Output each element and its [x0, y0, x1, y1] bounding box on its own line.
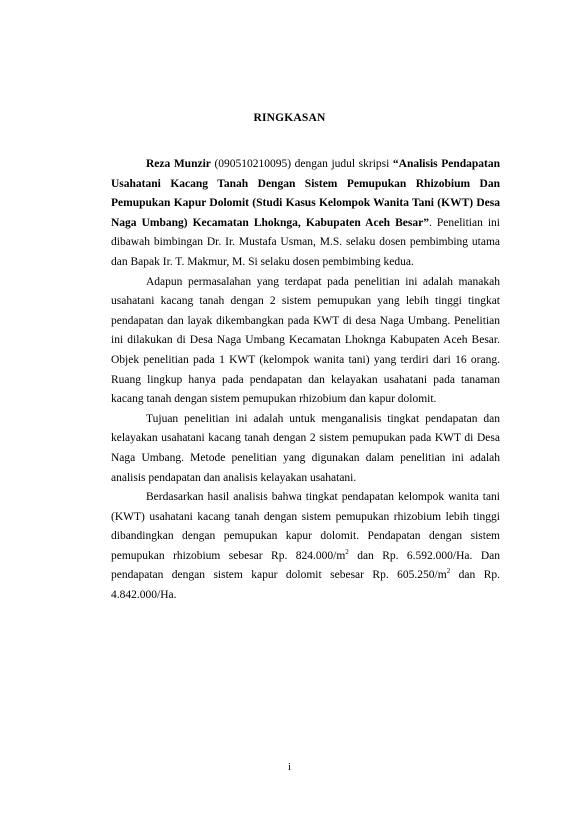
thesis-title: “Analisis Pendapatan Usahatani Kacang Tanah Dengan Sistem Pemupukan Rhizobium Dan Pemupukan Kapur Dolomit (Studi Kasus Kelompok Wanita Tani (KWT) Desa Naga Umbang) Kecamatan Lhoknga, Kabupaten Aceh Besar” [111, 158, 500, 229]
summary-body [111, 155, 500, 606]
paragraph-4-text-b: dan Rp. 6.592.000/Ha. Dan pendapatan dengan sistem kapur dolomit sebesar Rp. 605.250/m [111, 549, 500, 582]
page-number: i [288, 762, 291, 773]
paragraph-4-text-c: dan Rp. 4.842.000/Ha. [111, 569, 500, 602]
superscript-squared: 2 [446, 567, 451, 576]
paragraph-4-text-a: Berdasarkan hasil analisis bahwa tingkat pendapatan kelompok wanita tani (KWT) usahatani kacang tanah dengan sistem pemupukan rhizobium lebih tinggi dibandingkan dengan pemupukan kapur dolomit. Pendapatan dengan sistem pemupukan rhizobium sebesar Rp. 824.000/m [111, 491, 500, 562]
paragraph-3: Tujuan penelitian ini adalah untuk menganalisis tingkat pendapatan dan kelayakan usahatani kacang tanah dengan 2 sistem pemupukan pada KWT di Desa Naga Umbang. Metode penelitian yang digunakan dalam penelitian ini adalah analisis pendapatan dan analisis kelayakan usahatani. [111, 412, 500, 484]
paragraph-1-text-b: . Penelitian ini dibawah bimbingan Dr. Ir. Mustafa Usman, M.S. selaku dosen pembimbing utama dan Bapak Ir. T. Makmur, M. Si selaku dosen pembimbing kedua. [111, 216, 500, 268]
paragraph-4 [111, 488, 500, 606]
paragraph-1-text-a: (090510210095) dengan judul skripsi [210, 158, 393, 170]
paragraph-1 [111, 155, 500, 273]
superscript-squared: 2 [345, 547, 349, 556]
author-name: Reza Munzir [146, 158, 211, 170]
paragraph-2: Adapun permasalahan yang terdapat pada penelitian ini adalah manakah usahatani kacang tanah dengan 2 sistem pemupukan yang lebih tinggi tingkat pendapatan dan layak dikembangkan pada KWT di desa Naga Umbang. Penelitian ini dilakukan di Desa Naga Umbang Kecamatan Lhoknga Kabupaten Aceh Besar. Objek penelitian pada 1 KWT (kelompok wanita tani) yang terdiri dari 16 orang. Ruang lingkup hanya pada pendapatan dan kelayakan usahatani pada tanaman kacang tanah dengan sistem pemupukan rhizobium dan kapur dolomit. [111, 275, 500, 406]
page-title: RINGKASAN [253, 112, 326, 124]
